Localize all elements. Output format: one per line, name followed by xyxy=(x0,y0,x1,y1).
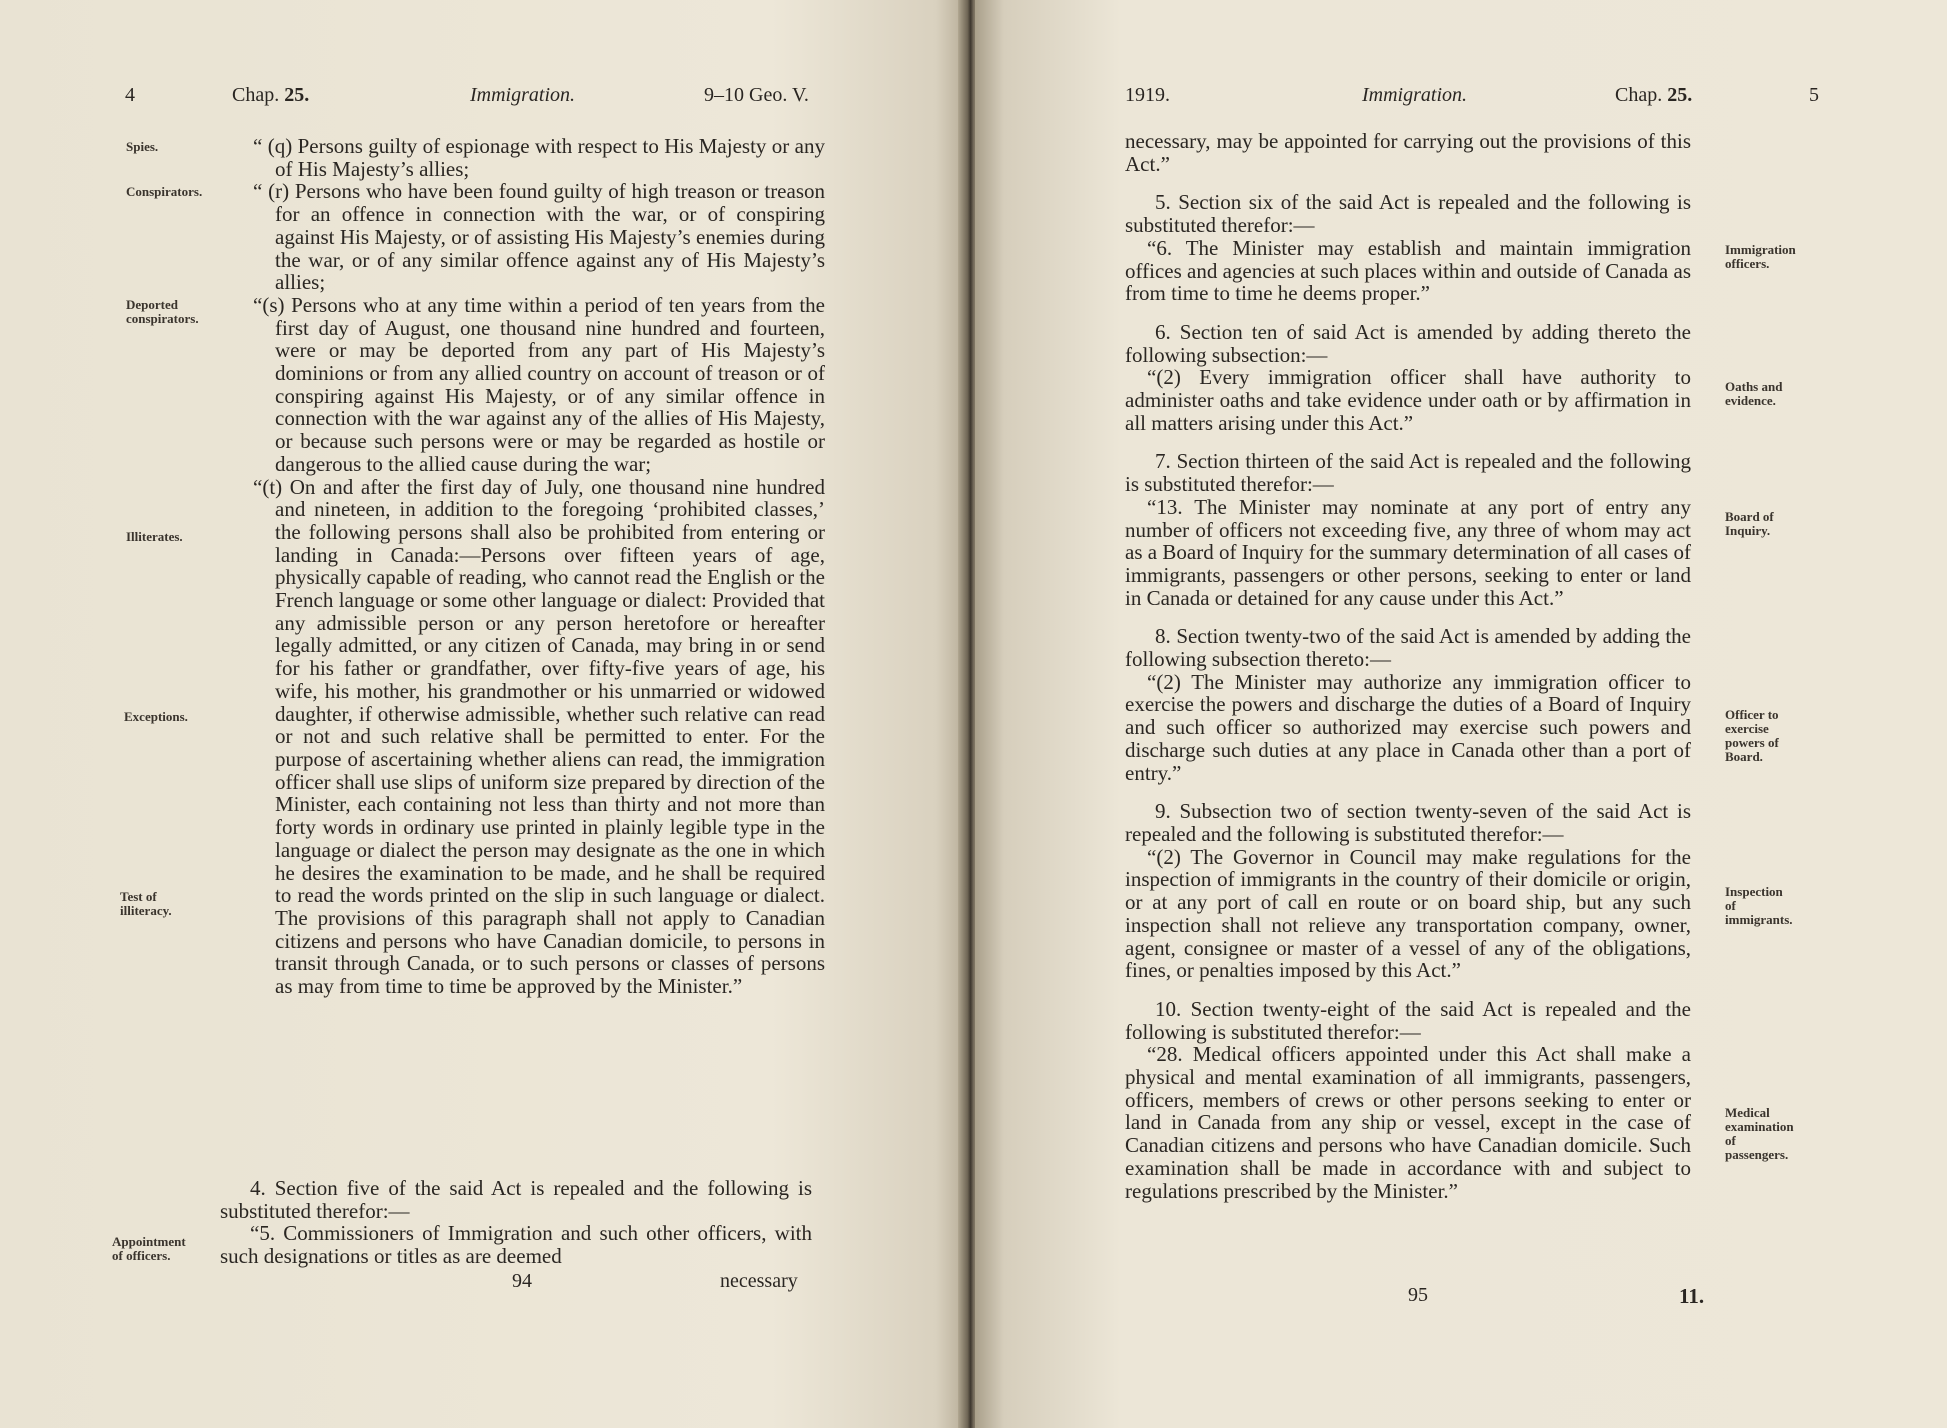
right-folio: 95 xyxy=(1408,1284,1428,1306)
section-7: 7. Section thirteen of the said Act is repealed and the following is substituted therefor:— xyxy=(1125,449,1691,497)
section-8: 8. Section twenty-two of the said Act is amended by adding the following subsection thereto:— xyxy=(1125,624,1691,672)
right-catchword xyxy=(1679,1284,1704,1309)
catchword-number: 11. xyxy=(1679,1284,1705,1308)
section-9: 9. Subsection two of section twenty-seven of the said Act is repealed and the following is substituted therefor:— xyxy=(1125,799,1691,846)
section-6: 6. Section ten of said Act is amended by adding thereto the following subsection:— xyxy=(1125,319,1691,367)
margin-note-oaths-and-evidence: Oaths and evidence. xyxy=(1725,379,1783,408)
section-4-quoted: “5. Commissioners of Immigration and such other officers, with such designations or titles as are deemed xyxy=(220,1221,812,1269)
left-running-title: Immigration. xyxy=(470,84,575,106)
paragraph-r: “ (r) Persons who have been found guilty of high treason or treason for an offence in connection with the war, or of conspiring against His Majesty, or of assisting His Majesty’s enemies during the war, or of any similar offence against any of His Majesty’s allies; xyxy=(253,179,825,295)
margin-note-medical-examination: Medical examination of passengers. xyxy=(1725,1105,1794,1162)
right-body xyxy=(1125,130,1691,1202)
continuation-paragraph: necessary, may be appointed for carrying out the provisions of this Act.” xyxy=(1125,129,1691,176)
section-13-quoted: “13. The Minister may nominate at any port of entry any number of officers not exceeding five, any three of whom may act as a Board of Inquiry for the summary determination of all cases of immigrants, passengers or other persons, seeking to enter or land in Canada or detained for any cause under this Act.” xyxy=(1125,494,1691,610)
subsection-2-inspection: “(2) The Governor in Council may make regulations for the inspection of immigrants in the country of their domicile or origin, or at any port of call en route or on board ship, but any such inspection shall not relieve any transportation company, owner, agent, consignee or master of a vessel of any of the obligations, fines, or penalties imposed by this Act.” xyxy=(1125,844,1691,983)
margin-note-immigration-officers: Immigration officers. xyxy=(1725,242,1796,271)
left-page xyxy=(0,0,965,1428)
left-body-lower xyxy=(220,1177,812,1268)
left-folio: 94 xyxy=(512,1270,532,1292)
chapter-prefix: Chap. xyxy=(232,84,280,106)
margin-note-appointment-of-officers: Appointment of officers. xyxy=(112,1234,186,1263)
margin-note-inspection-of-immigrants: Inspection of immigrants. xyxy=(1725,884,1793,927)
paragraph-s: “(s) Persons who at any time within a period of ten years from the first day of August, one thousand nine hundred and fourteen, were or may be deported from any part of His Majesty’s dominions or from any allied country on account of treason or of conspiring against His Majesty, or of any similar offence in connection with the war against any of the allies of His Majesty, or because such persons were or may be regarded as hostile or dangerous to the allied cause during the war; xyxy=(253,292,825,476)
margin-note-officer-powers: Officer to exercise powers of Board. xyxy=(1725,707,1779,764)
right-year: 1919. xyxy=(1125,84,1170,106)
section-10: 10. Section twenty-eight of the said Act is repealed and the following is substituted therefor:— xyxy=(1125,996,1691,1044)
left-catchword: necessary xyxy=(720,1270,798,1292)
chapter-number: 25. xyxy=(1667,84,1693,106)
margin-note-illiterates: Illiterates. xyxy=(126,529,183,544)
margin-note-spies: Spies. xyxy=(126,139,159,154)
margin-note-conspirators: Conspirators. xyxy=(126,184,203,199)
paragraph-q: “ (q) Persons guilty of espionage with respect to His Majesty or any of His Majesty’s allies; xyxy=(253,134,825,181)
margin-note-board-of-inquiry: Board of Inquiry. xyxy=(1725,509,1774,538)
paragraph-t: “(t) On and after the first day of July, one thousand nine hundred and nineteen, in addition to the foregoing ‘prohibited classes,’ the following persons shall also be prohibited from entering or landing in Canada:—Persons over fifteen years of age, physically capable of reading, who cannot read the English or the French language or some other language or dialect: Provided that any admissible person or any person heretofore or hereafter legally admitted, or any citizen of Canada, may bring in or send for his father or grandfather, over fifty-five years of age, his wife, his mother, his grandmother or his unmarried or widowed daughter, if otherwise admissible, whether such relative can read or not and such relative shall be permitted to enter. For the purpose of ascertaining whether aliens can read, the immigration officer shall use slips of uniform size prepared by direction of the Minister, each containing not less than thirty and not more than forty words in ordinary use printed in plainly legible type in the language or dialect the person may designate as the one in which he desires the examination to be made, and he shall be required to read the words printed on the slip in such language or dialect. The provisions of this paragraph shall not apply to Canadian citizens and persons who have Canadian domicile, to persons in transit through Canada, or to such persons or classes of persons as may from time to time be approved by the Minister.” xyxy=(253,474,825,999)
right-chapter-heading xyxy=(1615,84,1692,107)
section-6-quoted: “6. The Minister may establish and maintain immigration offices and agencies at such places within and outside of Canada as from time to time he deems proper.” xyxy=(1125,235,1691,306)
chapter-prefix: Chap. xyxy=(1615,84,1663,106)
subsection-2-board: “(2) The Minister may authorize any immigration officer to exercise the powers and discharge the duties of a Board of Inquiry and such officer so authorized may exercise such powers and discharge such duties at any place in Canada other than a port of entry.” xyxy=(1125,669,1691,785)
right-page-number: 5 xyxy=(1809,84,1819,106)
section-5: 5. Section six of the said Act is repealed and the following is substituted therefor:— xyxy=(1125,190,1691,238)
subsection-2-oaths: “(2) Every immigration officer shall have authority to administer oaths and take evidence under oath or by affirmation in all matters arising under this Act.” xyxy=(1125,365,1691,435)
right-page xyxy=(975,0,1947,1428)
left-regnal-year: 9–10 Geo. V. xyxy=(704,84,809,106)
left-chapter-heading xyxy=(232,84,309,107)
margin-note-deported-conspirators: Deported conspirators. xyxy=(126,297,199,326)
left-page-number: 4 xyxy=(125,84,135,106)
right-running-title: Immigration. xyxy=(1362,84,1467,106)
chapter-number: 25. xyxy=(284,84,310,106)
margin-note-exceptions: Exceptions. xyxy=(124,709,188,724)
section-28-quoted: “28. Medical officers appointed under this Act shall make a physical and mental examination of all immigrants, passengers, officers, members of crews or other persons seeking to enter or land in Canada from any ship or vessel, except in the case of Canadian citizens and persons who have Canadian domicile. Such examination shall be made in accordance with and subject to regulations prescribed by the Minister.” xyxy=(1125,1042,1691,1203)
section-4: 4. Section five of the said Act is repealed and the following is substituted therefor:— xyxy=(220,1176,812,1223)
margin-note-test-of-illiteracy: Test of illiteracy. xyxy=(120,889,172,918)
left-body-upper xyxy=(253,135,825,998)
